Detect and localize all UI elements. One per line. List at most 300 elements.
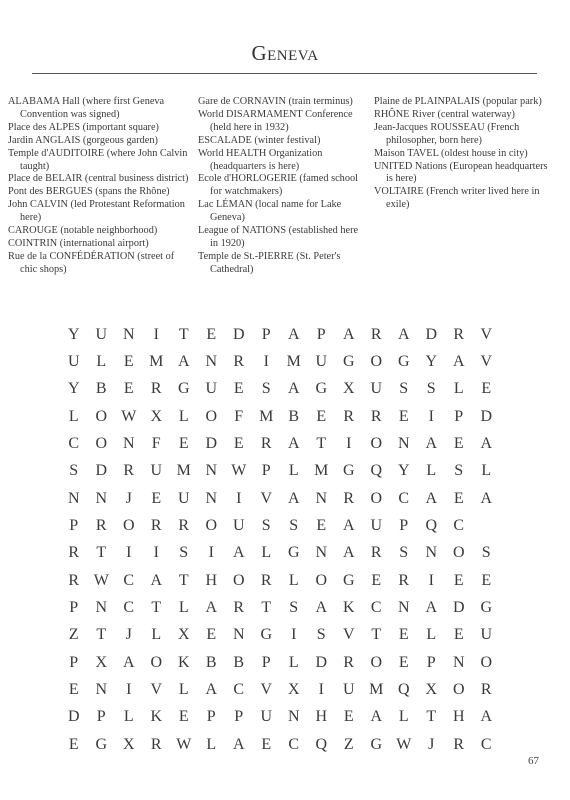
grid-letter: E [123,380,134,398]
word-list-item: World HEALTH Organization (headquarters is here) [198,147,323,172]
grid-letter: L [426,462,437,480]
grid-letter: L [68,407,79,425]
grid-letter: C [453,517,465,535]
grid-letter: I [153,325,159,343]
grid-letter: O [452,681,465,699]
grid-letter: S [261,380,271,398]
grid-letter: E [178,708,189,726]
grid-letter: O [370,653,383,671]
word-list-item: RHÔNE River (central waterway) [374,108,515,120]
grid-row [60,540,500,567]
grid-letter: G [342,353,355,371]
grid-letter: R [343,653,355,671]
grid-letter: S [289,517,299,535]
grid-letter: B [205,653,217,671]
grid-letter: S [316,626,326,644]
grid-letter: Z [68,626,79,644]
grid-letter: N [95,489,108,507]
grid-letter: S [261,517,271,535]
grid-letter: M [259,407,274,425]
grid-letter: G [480,599,493,617]
grid-letter: B [95,380,107,398]
grid-letter: V [260,489,273,507]
grid-letter: K [150,708,163,726]
grid-letter: N [287,708,300,726]
grid-letter: L [96,353,107,371]
grid-letter: Z [343,735,354,753]
grid-letter: A [342,325,355,343]
grid-letter: C [233,681,245,699]
grid-letter: S [179,544,189,562]
word-list-column-1 [8,96,190,277]
grid-letter: P [69,599,79,617]
grid-letter: E [398,653,409,671]
grid-letter: I [428,571,434,589]
grid-letter: J [125,626,132,644]
grid-letter: L [288,653,299,671]
grid-letter: N [315,489,328,507]
grid-letter: G [370,735,383,753]
grid-letter: U [95,325,108,343]
grid-letter: L [288,462,299,480]
grid-letter: E [371,571,382,589]
grid-row [60,458,500,485]
grid-letter: C [123,571,135,589]
grid-letter: O [315,571,328,589]
grid-letter: E [178,435,189,453]
word-list-item: CAROUGE (notable neighborhood) [8,225,158,237]
grid-letter: O [452,544,465,562]
word-list-column-3 [374,96,554,212]
word-list-item: Temple de St.-PIERRE (St. Peter's Cathedral) [198,250,341,275]
grid-letter: L [261,544,272,562]
grid-letter: O [205,517,218,535]
grid-letter: T [178,325,189,343]
grid-letter: S [69,462,79,480]
grid-letter: T [96,544,107,562]
grid-row [60,649,500,676]
grid-letter: M [149,353,164,371]
grid-letter: E [68,735,79,753]
grid-letter: I [126,544,132,562]
grid-letter: M [314,462,329,480]
grid-letter: D [315,653,328,671]
grid-letter: E [453,626,464,644]
word-list-item: World DISARMAMENT Conference (held here in 1932) [198,108,353,133]
grid-letter: P [399,517,409,535]
grid-letter: L [481,462,492,480]
grid-letter: X [425,681,438,699]
grid-letter: A [287,489,300,507]
grid-letter: E [316,407,327,425]
grid-letter: R [150,735,162,753]
grid-letter: U [177,489,190,507]
grid-row [60,731,500,758]
grid-row [60,594,500,621]
grid-letter: U [260,708,273,726]
grid-letter: V [150,681,163,699]
grid-letter: M [176,462,191,480]
grid-letter: X [287,681,300,699]
grid-letter: R [233,353,245,371]
grid-letter: T [151,599,162,617]
grid-letter: R [95,517,107,535]
word-list-item: Jardin ANGLAIS (gorgeous garden) [8,134,158,146]
grid-letter: O [95,407,108,425]
grid-letter: A [122,653,135,671]
grid-letter: L [288,571,299,589]
grid-letter: A [370,708,383,726]
grid-row [60,704,500,731]
grid-letter: P [69,517,79,535]
grid-letter: E [68,681,79,699]
grid-letter: E [398,626,409,644]
grid-letter: S [399,380,409,398]
grid-letter: R [150,380,162,398]
grid-letter: X [150,407,163,425]
grid-letter: N [425,544,438,562]
grid-letter: E [316,517,327,535]
grid-letter: I [263,353,269,371]
grid-letter: A [287,325,300,343]
page-title: Geneva [251,41,319,65]
grid-letter: N [205,489,218,507]
grid-letter: U [205,380,218,398]
word-list-item: John CALVIN (led Protestant Reformation here) [8,199,185,224]
grid-letter: O [232,571,245,589]
grid-letter: I [153,544,159,562]
grid-letter: O [150,653,163,671]
grid-letter: C [370,599,382,617]
word-list-item: Gare de CORNAVIN (train terminus) [198,96,353,107]
grid-letter: C [68,435,80,453]
word-search-grid [60,321,500,759]
grid-letter: E [233,380,244,398]
grid-letter: S [481,544,491,562]
grid-letter: Q [315,735,328,753]
grid-letter: F [234,407,244,425]
grid-letter: L [123,708,134,726]
grid-letter: U [315,353,328,371]
grid-letter: L [206,735,217,753]
grid-letter: T [316,435,327,453]
word-list-item: ESCALADE (winter festival) [198,134,321,146]
grid-letter: P [96,708,106,726]
grid-letter: A [177,353,190,371]
word-list-item: ALABAMA Hall (where first Geneva Convention was signed) [8,96,165,120]
grid-letter: D [452,599,465,617]
grid-letter: E [206,325,217,343]
word-list-item: Ecole d'HORLOGERIE (famed school for watchmakers) [198,173,358,198]
word-list-item: Place de BELAIR (central business district) [8,173,189,185]
grid-letter: S [426,380,436,398]
grid-letter: N [122,435,135,453]
grid-letter: G [177,380,190,398]
grid-letter: R [260,571,272,589]
grid-letter: I [346,435,352,453]
grid-row [60,567,500,594]
grid-letter: A [205,681,218,699]
grid-letter: A [452,353,465,371]
grid-letter: O [95,435,108,453]
grid-row [60,512,500,539]
grid-letter: I [318,681,324,699]
grid-letter: N [205,353,218,371]
grid-row [60,321,500,348]
word-list-item: League of NATIONS (established here in 1920) [198,225,359,249]
grid-letter: G [342,462,355,480]
grid-letter: A [425,435,438,453]
grid-row [60,676,500,703]
grid-letter: M [286,353,301,371]
grid-letter: R [178,517,190,535]
grid-letter: V [480,353,493,371]
grid-letter: I [291,626,297,644]
grid-letter: C [288,735,300,753]
grid-letter: I [428,407,434,425]
grid-letter: V [260,681,273,699]
grid-letter: G [260,626,273,644]
grid-row [60,348,500,375]
grid-letter: U [370,380,383,398]
grid-letter: Y [397,462,410,480]
grid-letter: L [453,380,464,398]
grid-letter: O [122,517,135,535]
grid-letter: N [397,435,410,453]
grid-letter: A [342,544,355,562]
grid-letter: R [480,681,492,699]
grid-letter: N [232,626,245,644]
grid-letter: T [261,599,272,617]
grid-letter: C [480,735,492,753]
grid-letter: A [232,735,245,753]
grid-letter: L [426,626,437,644]
grid-letter: D [95,462,108,480]
grid-letter: U [232,517,245,535]
grid-letter: E [123,353,134,371]
grid-letter: W [93,571,109,589]
grid-letter: W [231,462,247,480]
grid-letter: E [453,489,464,507]
grid-letter: U [67,353,80,371]
grid-letter: W [121,407,137,425]
grid-row [60,376,500,403]
grid-letter: E [481,380,492,398]
grid-letter: E [233,435,244,453]
grid-letter: I [126,681,132,699]
word-list-item: Plaine de PLAINPALAIS (popular park) [374,96,542,107]
grid-letter: R [260,435,272,453]
grid-letter: U [150,462,163,480]
grid-letter: D [480,407,493,425]
grid-letter: D [67,708,80,726]
grid-letter: R [68,571,80,589]
grid-letter: X [342,380,355,398]
grid-letter: N [95,599,108,617]
grid-letter: K [177,653,190,671]
grid-letter: N [95,681,108,699]
grid-row [60,622,500,649]
grid-letter: E [453,571,464,589]
grid-letter: R [453,325,465,343]
grid-letter: P [261,462,271,480]
word-list-item: UNITED Nations (European headquarters is here) [374,160,548,185]
word-list-item: COINTRIN (international airport) [8,237,149,249]
grid-letter: E [151,489,162,507]
word-list-item: Lac LÉMAN (local name for Lake Geneva) [198,199,342,224]
grid-letter: E [453,435,464,453]
grid-letter: I [236,489,242,507]
grid-letter: O [370,489,383,507]
grid-letter: O [370,353,383,371]
grid-letter: A [425,489,438,507]
grid-letter: R [453,735,465,753]
word-list-item: Rue de la CONFÉDÉRATION (street of chic shops) [8,250,175,275]
grid-letter: A [315,599,328,617]
grid-letter: B [288,407,300,425]
grid-letter: E [206,626,217,644]
grid-letter: P [426,653,436,671]
grid-letter: V [342,626,355,644]
grid-letter: Y [67,380,80,398]
grid-letter: R [370,325,382,343]
grid-letter: P [206,708,216,726]
grid-letter: A [480,708,493,726]
grid-letter: L [398,708,409,726]
grid-letter: R [150,517,162,535]
grid-letter: Q [397,681,410,699]
grid-letter: N [122,325,135,343]
grid-letter: N [452,653,465,671]
grid-letter: I [208,544,214,562]
grid-letter: E [343,708,354,726]
grid-letter: G [287,544,300,562]
grid-letter: X [177,626,190,644]
grid-letter: P [261,325,271,343]
grid-letter: Q [425,517,438,535]
grid-letter: J [125,489,132,507]
grid-row [60,430,500,457]
grid-letter: G [95,735,108,753]
grid-letter: T [371,626,382,644]
grid-letter: O [370,435,383,453]
grid-letter: H [205,571,218,589]
grid-letter: H [315,708,328,726]
grid-letter: A [150,571,163,589]
grid-letter: S [399,544,409,562]
grid-letter: X [122,735,135,753]
grid-letter: S [454,462,464,480]
word-list-item: Jean-Jacques ROUSSEAU (French philosopher, born here) [374,121,520,146]
grid-letter: A [232,544,245,562]
word-list-item: Temple d'AUDITOIRE (where John Calvin taught) [8,147,188,172]
grid-letter: P [261,653,271,671]
word-list-item: Place des ALPES (important square) [8,121,159,133]
grid-letter: G [315,380,328,398]
grid-letter: U [370,517,383,535]
grid-letter: R [343,489,355,507]
grid-letter: R [123,462,135,480]
grid-letter: C [123,599,135,617]
grid-letter: F [151,435,161,453]
grid-letter: Q [370,462,383,480]
grid-letter: V [480,325,493,343]
grid-letter: L [178,599,189,617]
grid-letter: T [178,571,189,589]
grid-letter: N [397,599,410,617]
grid-letter: D [205,435,218,453]
grid-letter: H [452,708,465,726]
grid-letter: L [178,681,189,699]
grid-letter: R [343,407,355,425]
grid-letter: R [370,407,382,425]
grid-letter: E [398,407,409,425]
grid-letter: Y [425,353,438,371]
grid-letter: A [287,380,300,398]
grid-letter: N [205,462,218,480]
grid-letter: R [68,544,80,562]
word-list-item: Maison TAVEL (oldest house in city) [374,147,528,159]
grid-letter: B [233,653,245,671]
grid-letter: W [396,735,412,753]
grid-letter: R [398,571,410,589]
grid-letter: A [480,489,493,507]
grid-letter: S [289,599,299,617]
grid-letter: Y [67,325,80,343]
grid-letter: D [232,325,245,343]
word-list-column-2 [198,96,368,277]
word-list-item: Pont des BERGUES (spans the Rhône) [8,186,170,198]
grid-letter: A [342,517,355,535]
word-list-item: VOLTAIRE (French writer lived here in exile) [374,186,540,211]
grid-row [60,485,500,512]
grid-letter: T [426,708,437,726]
grid-letter: A [397,325,410,343]
grid-letter: L [151,626,162,644]
grid-row [60,403,500,430]
grid-letter: G [397,353,410,371]
grid-letter: L [178,407,189,425]
grid-letter: C [398,489,410,507]
grid-letter: P [454,407,464,425]
grid-letter: E [261,735,272,753]
grid-letter: G [342,571,355,589]
grid-letter: J [428,735,435,753]
grid-letter: M [369,681,384,699]
grid-letter: P [69,653,79,671]
grid-letter: U [342,681,355,699]
grid-letter: U [480,626,493,644]
grid-letter: W [176,735,192,753]
grid-letter: A [425,599,438,617]
grid-letter: A [205,599,218,617]
page-number: 67 [528,755,539,767]
grid-letter: X [95,653,108,671]
grid-letter: O [480,653,493,671]
grid-letter: P [316,325,326,343]
grid-letter: N [67,489,80,507]
grid-letter: R [233,599,245,617]
grid-letter: A [287,435,300,453]
grid-letter: O [205,407,218,425]
title-rule [32,73,537,74]
grid-letter: K [342,599,355,617]
grid-letter: A [480,435,493,453]
grid-letter: P [234,708,244,726]
grid-letter: N [315,544,328,562]
grid-letter: D [425,325,438,343]
grid-letter: R [370,544,382,562]
